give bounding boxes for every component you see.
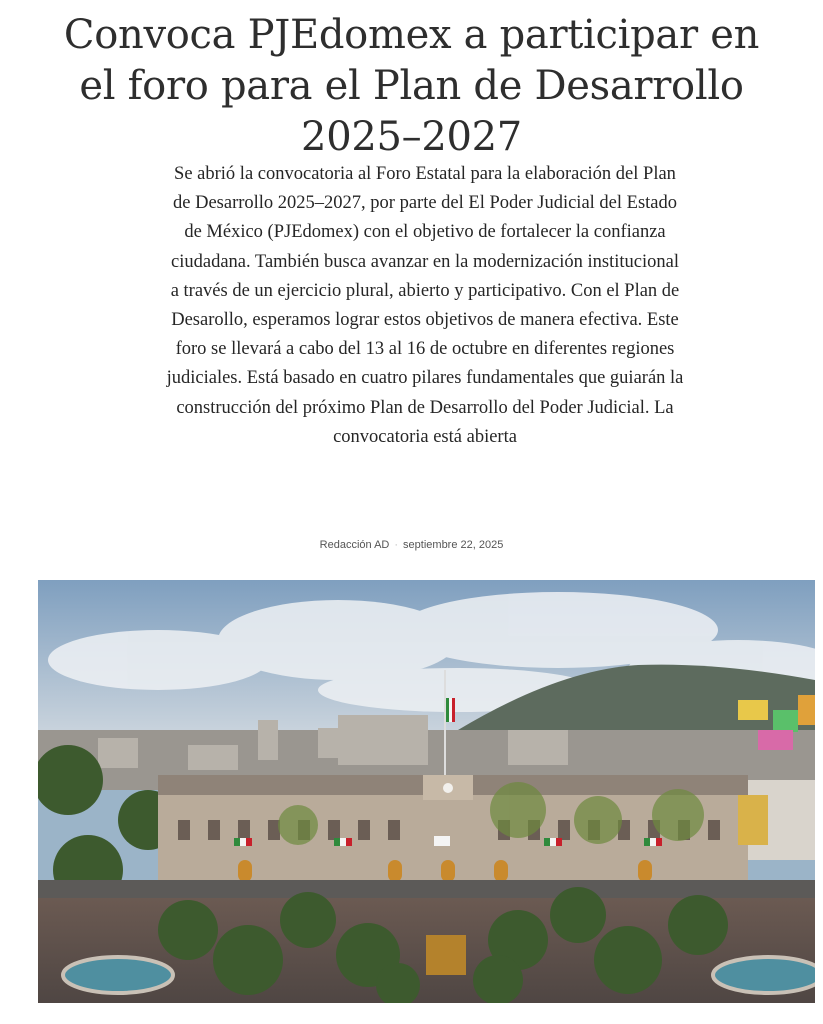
fountain-left (63, 957, 173, 993)
flag-red (452, 698, 455, 722)
flag-green (446, 698, 449, 722)
author-link[interactable]: Redacción AD (319, 539, 390, 551)
central-monument (426, 935, 466, 975)
publish-date: septiembre 22, 2025 (403, 539, 504, 551)
palace-clock (443, 783, 453, 793)
flagpole (444, 670, 446, 775)
article-title: Convoca PJEdomex a participar en el foro para el Plan de Desarrollo 2025–2027 (63, 12, 760, 160)
hero-image (38, 580, 815, 1003)
article-meta (0, 538, 823, 552)
flag-white (449, 698, 452, 722)
article-lede: Se abrió la convocatoria al Foro Estatal para la elaboración del Plan de Desarrollo 2025–2027, por parte del El Poder Judicial del Estado de México (PJEdomex) con el objetivo de fortalecer la confianza ciudadana. También busca avanzar en la modernización institucional a través de un ejercicio plural, abierto y participativo. Con el Plan de Desarollo, esperamos lograr estos objetivos de manera efectiva. Este foro se llevará a cabo del 13 al 16 de octubre en diferentes regiones judiciales. Está basado en cuatro pilares fundamentales que guiarán la construcción del próximo Plan de Desarrollo del Poder Judicial. La convocatoria está abierta (166, 164, 684, 447)
right-building-yellow (738, 795, 768, 845)
hero-photo (38, 580, 815, 1003)
meta-separator: · (394, 539, 399, 551)
fountain-right (713, 957, 815, 993)
